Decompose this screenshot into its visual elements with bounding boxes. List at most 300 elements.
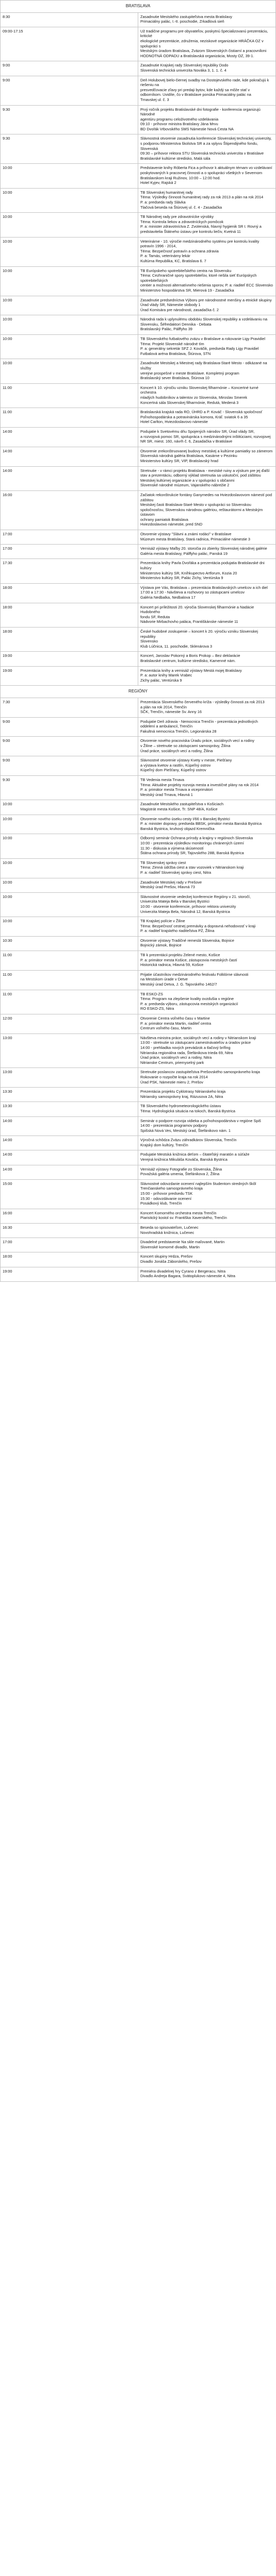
event-description xyxy=(138,383,276,408)
event-description xyxy=(138,76,276,105)
table-row xyxy=(1,530,276,545)
table-row xyxy=(1,1179,276,1209)
event-line: Téma: Program na zlepšenie kvality ovzdušia v regióne xyxy=(140,996,234,1002)
event-line: Mestský úrad Detva, J. G. Tajovského 1462/7 xyxy=(140,982,217,987)
table-row xyxy=(1,815,276,834)
event-time: 10:00 xyxy=(1,800,138,815)
event-line: na Mestskom úrade v Detve xyxy=(140,977,188,982)
event-line: Primaciálny palác, I.-II. poschodie, Zrkadlová sieň xyxy=(140,19,224,24)
event-line: Zichy palác, Ventúrska 9 xyxy=(140,677,182,683)
event-line: Úrad PSK, Námestie mieru 2, Prešov xyxy=(140,1079,203,1084)
event-line: Zasadnutie Mestskej a Miestnej rady Bratislava-Staré Mesto - odkázané na služby xyxy=(140,361,267,371)
table-row xyxy=(1,990,276,1014)
event-time: 17:30 xyxy=(1,559,138,583)
event-line: ekologické prezentácie, združenia, neziskové organizácie HRÁČKA OZ v spolupráci s xyxy=(140,38,264,48)
event-line: Stretnutie - v rámci projektu Bratislava - mestské ruiny a výskum pre jej ďalší xyxy=(140,468,270,473)
event-time: 16:30 xyxy=(1,1224,138,1238)
event-description xyxy=(138,1165,276,1179)
event-line: Spišská Nová Ves, Mestský úrad, Štefánikovo nám. 1 xyxy=(140,1128,231,1133)
event-line: Divadelné predstavenie Na skle maľované, Martin xyxy=(140,1240,225,1245)
event-line: Hotel Kyjev, Rajská 2 xyxy=(140,180,176,185)
event-time: 8:30 xyxy=(1,12,138,27)
table-row xyxy=(1,917,276,937)
event-line: Téma: Bezpečnosť cestnej premávky a dopravná nehodovosť v kraji xyxy=(140,923,256,928)
event-description xyxy=(138,1224,276,1238)
table-row xyxy=(1,213,276,237)
event-time: 9:30 xyxy=(1,776,138,800)
event-line: Považská galéria umenia, Štefánikova 2, Žilina xyxy=(140,1172,220,1177)
table-row xyxy=(1,666,276,686)
event-line: 11:30 - diskusia a výmena skúseností xyxy=(140,845,204,851)
event-time: 13:00 xyxy=(1,1033,138,1068)
table-row xyxy=(1,490,276,530)
event-description xyxy=(138,652,276,666)
event-line: Koncert pri príležitosti 20. výročia Slovenskej filharmónie a Nadácie Hudobného xyxy=(140,604,254,615)
event-time: 16:00 xyxy=(1,1209,138,1223)
event-description xyxy=(138,466,276,490)
event-line: SČK, Trenčín, námestie Sv. Anny 16 xyxy=(140,709,202,715)
event-line: P. a: riaditeľ Slovenskej správy ciest, Nitra xyxy=(140,870,212,875)
event-line: v Žiline – stretnutie so zástupcami samosprávy, Žilina xyxy=(140,743,231,749)
event-line: verejne prospešné v meste Bratislave. Kompletný program xyxy=(140,370,239,376)
event-line: a výstava kvetov a rastlín, Kúpeľný ostrov xyxy=(140,762,211,768)
event-line: Piaristický kostol sv. Františka Xaverského, Trenčín xyxy=(140,1215,227,1221)
event-line: Bratislavská krajská rada RO, ÚHRD a P. Kováč - Slovenská spoločnosť xyxy=(140,410,263,415)
event-time: 11:00 xyxy=(1,408,138,428)
event-line: Slávnostné otvorenie výstavy Kvety v meste, Piešťany xyxy=(140,758,232,763)
section-header-row xyxy=(1,686,276,698)
event-line: Kúpeľný dom Piešťany, Kúpeľný ostrov xyxy=(140,768,206,773)
table-row xyxy=(1,1033,276,1068)
event-line: Verejná knižnica Mikuláša Kováča, Banská Bystrica xyxy=(140,1157,228,1162)
table-row xyxy=(1,1267,276,1281)
event-line: Galéria mesta Bratislavy, Pálffyho palác, Panská 19 xyxy=(140,551,228,556)
event-line: Historická radnica, Hlavná 59, Košice xyxy=(140,962,204,968)
event-description xyxy=(138,756,276,776)
event-line: Futbalová aréna Bratislava, Štúrova, STN xyxy=(140,351,211,356)
event-time: 10:30 xyxy=(1,936,138,951)
event-line: Téma: Hydrologická situácia na tokoch, Banská Bystrica xyxy=(140,1108,236,1113)
event-line: Zasadnutie Mestskej rady v Prešove xyxy=(140,879,202,885)
event-line: Kultúrna Republika, KC, Bratislava 6. 7 xyxy=(140,258,206,263)
table-row xyxy=(1,583,276,603)
section-header-row xyxy=(1,1,276,13)
event-line: spoločnosťou, Slovenskou národnou galériou, reštaurátormi a Mestským ústavom xyxy=(140,507,263,517)
table-row xyxy=(1,1014,276,1034)
event-line: Trnavskej ul. č. 3 xyxy=(140,97,169,102)
event-time: 15:00 xyxy=(1,1179,138,1209)
event-line: Prvý ročník projektu Bratislavské dni fotografie - konferencia organizujú Národné xyxy=(140,107,261,117)
event-line: RO ESKO-ZS, Nitra xyxy=(140,1006,174,1011)
table-row xyxy=(1,466,276,490)
event-line: Nitrianska regionálna rada, Štefánikova trieda 69, Nitra xyxy=(140,1050,233,1055)
event-line: Ministerstvo kultúry SR, VIP, Bratislavský hrad xyxy=(140,458,219,463)
event-description xyxy=(138,545,276,559)
table-row xyxy=(1,627,276,651)
event-time: 10:00 xyxy=(1,917,138,937)
table-row xyxy=(1,545,276,559)
event-line: Bratislavský Palác, Pálffyho 39 xyxy=(140,327,192,332)
event-time: 9:00 xyxy=(1,76,138,105)
event-description xyxy=(138,990,276,1014)
event-description xyxy=(138,1267,276,1281)
event-description xyxy=(138,1136,276,1150)
event-line: s podporou Ministerstva školstva SR a za vplyvu Štipendijného fondu, Slovenská xyxy=(140,141,258,151)
event-line: Podujatie Deň zdravia - Nemocnica Trenčín - prezentácia jednotlivých xyxy=(140,719,258,724)
event-line: Rokovanie o rozpočte kraja na rok 2014 xyxy=(140,1074,208,1079)
table-row xyxy=(1,776,276,800)
event-line: Mestský úrad Prešov, Hlavná 73 xyxy=(140,885,195,890)
event-line: Štátna ochrana prírody SR, Tajovského 28B, Banská Bystrica xyxy=(140,851,244,856)
event-description xyxy=(138,1116,276,1136)
table-row xyxy=(1,878,276,892)
event-description xyxy=(138,164,276,188)
event-description xyxy=(138,1068,276,1088)
event-time: 10:00 xyxy=(1,359,138,383)
event-description xyxy=(138,188,276,212)
event-line: Úrad práce, sociálnych vecí a rodiny, Nitra xyxy=(140,1055,212,1060)
table-row xyxy=(1,970,276,990)
event-description xyxy=(138,936,276,951)
event-time: 10:00 xyxy=(1,834,138,858)
event-line: TB Európskeho spotrebiteľského centra na Slovensku xyxy=(140,268,232,273)
event-time: 19:00 xyxy=(1,666,138,686)
event-time: 14:00 xyxy=(1,1165,138,1179)
table-row xyxy=(1,105,276,134)
event-line: Bojnický zámok, Bojnice xyxy=(140,943,182,948)
event-line: 14:00 - prezentácia programov podpory xyxy=(140,1123,207,1128)
table-row xyxy=(1,1150,276,1165)
table-row xyxy=(1,1238,276,1252)
event-line: TB Slovenskej správy ciest xyxy=(140,860,186,865)
event-description xyxy=(138,951,276,971)
event-line: Téma: Bezpečnosť potravín a ochrana zdravia xyxy=(140,248,219,253)
table-row xyxy=(1,359,276,383)
event-line: České hudobné zoskupenie – koncert k 20. výročiu vzniku Slovenskej republiky xyxy=(140,629,258,639)
event-line: TB Krajskej polície v Žiline xyxy=(140,919,185,924)
event-line: P. a: primátor mesta Košice, zástupcovia mestských častí xyxy=(140,957,237,962)
event-line: Múzeum mesta Bratislavy, Stará radnica, Primaciálne námestie 3 xyxy=(140,536,251,541)
event-line: Výročná schôdza Zväzu záhradkárov Slovenska, Trenčín xyxy=(140,1138,237,1143)
table-row xyxy=(1,427,276,447)
event-description xyxy=(138,237,276,266)
event-description xyxy=(138,315,276,335)
event-line: Beseda so spisovateľom, Lučenec xyxy=(140,1225,199,1230)
event-time: 10:00 xyxy=(1,296,138,315)
event-line: Koncertná sála Slovenskej filharmónie, Redutá, Medená 3 xyxy=(140,400,239,405)
event-description xyxy=(138,296,276,315)
event-line: Novohradská knižnica, Lučenec xyxy=(140,1230,194,1235)
event-line: ochrany pamiatok Bratislava xyxy=(140,517,188,522)
table-row xyxy=(1,76,276,105)
event-line: P. a: generálny sekretár SFZ J. Kováčik, predseda Rady Ligy Pravidiel xyxy=(140,346,259,351)
table-row xyxy=(1,1088,276,1102)
event-description xyxy=(138,359,276,383)
table-row xyxy=(1,27,276,61)
event-line: Seminár o podpore rozvoja vidieka a poľnohospodárstva v regióne Spiš xyxy=(140,1118,261,1123)
event-time: 10:00 xyxy=(1,335,138,359)
event-line: Bratislavský sever Bratislava, Štúrova 10 xyxy=(140,376,209,381)
event-line: P. a: predseda rady Slávka xyxy=(140,200,186,205)
event-line: Zasadnutie predsedníctva Výboru pre národnostné menšiny a etnické skupiny xyxy=(140,297,272,302)
event-time: 14:00 xyxy=(1,447,138,466)
event-description xyxy=(138,878,276,892)
event-line: Bratislavské kultúrne stredisko, Malá sála xyxy=(140,156,210,161)
event-description xyxy=(138,627,276,651)
event-line: P. a: autor knihy Marek Vrabec xyxy=(140,673,192,678)
event-line: Prezentácia projektu Cyklotrasy Nitrianskeho kraja xyxy=(140,1089,226,1094)
event-line: TB Vedenia mesta Trnava xyxy=(140,777,185,783)
event-time: 14:00 xyxy=(1,1150,138,1165)
event-line: Téma: Cezhraničné spory spotrebiteľov, ktoré riešila sieť Európskych spotrebiteľských xyxy=(140,273,257,283)
event-line: P. a: minister zdravotníctva Z. Zvolenská, hlavný hygienik SR I. Rovný a xyxy=(140,224,262,229)
event-time: 14:00 xyxy=(1,1136,138,1150)
table-row xyxy=(1,756,276,776)
event-line: stav a prezentáciu, odborný výklad stretnutia sa uskutoční, pod záštitou xyxy=(140,473,261,478)
event-line: 10:00 - otvorenie konferencie, príhovor rektora univerzity xyxy=(140,904,236,909)
table-row xyxy=(1,335,276,359)
event-time: 9:00 xyxy=(1,737,138,756)
event-line: Nitriansky samosprávny kraj, Rázusova 2A, Nitra xyxy=(140,1094,223,1099)
event-time: 13:30 xyxy=(1,1102,138,1116)
table-row xyxy=(1,737,276,756)
event-time: 9:00 xyxy=(1,717,138,737)
event-description xyxy=(138,490,276,530)
event-line: Vernisáž výstavy Fotografie zo Slovenska, Žilina xyxy=(140,1166,222,1172)
event-line: Slávnostná otvorenie zasadnutia konferencie Slovenskej technickej univerzity, xyxy=(140,136,272,141)
table-row xyxy=(1,447,276,466)
event-description xyxy=(138,213,276,237)
event-line: agentúru programu celoživotného vzdelávania xyxy=(140,116,219,122)
event-line: Začiatok rekonštrukcie fontány Ganymedes na Hviezdoslavovom námestí pod záštitou xyxy=(140,492,272,502)
event-line: Divadlo Andreja Bagara, Svätoplukovo námestie 4, Nitra xyxy=(140,1274,236,1279)
event-line: Ministerstvo kultúry SR, Palác Zichy, Ventúrska 9 xyxy=(140,575,223,581)
event-line: Hviezdoslavovo námestie, pred SND xyxy=(140,522,203,527)
event-time: 10:00 xyxy=(1,878,138,892)
event-description xyxy=(138,530,276,545)
event-time: 17:00 xyxy=(1,1238,138,1252)
event-line: Národná rada k uplynulému obdobiu Slovenskej republiky a vzdelávaniu na xyxy=(140,317,268,322)
event-time: 13:30 xyxy=(1,1088,138,1102)
table-row xyxy=(1,1224,276,1238)
event-line: TB k prezentácii projektu Zelené mesto, Košice xyxy=(140,953,220,958)
event-time: 9:00 xyxy=(1,61,138,76)
table-row xyxy=(1,408,276,428)
event-description xyxy=(138,447,276,466)
event-line: Téma: Zimná údržba ciest a stav vozoviek v Nitrianskom kraji xyxy=(140,865,244,870)
event-line: BD Dvořák Vrbovského SMS Námestie Nová Cesta NA xyxy=(140,126,234,131)
event-line: Téma: Projekt Slovenské národné tím xyxy=(140,341,204,346)
event-line: Centrum voľného času, Martin xyxy=(140,1026,192,1031)
event-time: 10:00 xyxy=(1,213,138,237)
event-description xyxy=(138,1179,276,1209)
event-description xyxy=(138,776,276,800)
event-line: Slovenské národné múzeum, Vajanského nábrežie 2 xyxy=(140,483,230,488)
event-time: 10:00 xyxy=(1,188,138,212)
event-line: Mestským úradom Bratislava, Zväzom Slovenských čistiarní a pracovníkmi xyxy=(140,48,267,54)
event-line: 17:00 a 17:30 - Návšteva a rozhovory so zástupcami umelcov xyxy=(140,590,245,595)
event-line: P. a: minister dopravy, predseda BBSK, primátor mesta Banská Bystrica xyxy=(140,821,262,826)
event-description xyxy=(138,1088,276,1102)
event-line: 14:00 - prehliadka nových prevádzok a tlačový brífing xyxy=(140,1045,231,1050)
event-time: 09:00-17:15 xyxy=(1,27,138,61)
event-line: Otvorenie Centra voľného času v Martine xyxy=(140,1016,210,1021)
table-row xyxy=(1,652,276,666)
event-line: 09:30 – príhovor rektora STU Slovenská technická univerzita v Bratislave xyxy=(140,151,264,156)
event-line: Stretnutie poslancov zastupiteľstva Prešovského samosprávneho kraja xyxy=(140,1070,260,1075)
event-description xyxy=(138,1209,276,1223)
event-time: 19:00 xyxy=(1,1267,138,1281)
event-line: Vernisáž výstavy Maľby 20. storočia zo zbierky Slovenskej národnej galérie xyxy=(140,546,267,551)
event-line: Úrad vlády SR, Námestie slobody 1 xyxy=(140,302,201,308)
event-line: Poľnohospodárska a potravinárska komora, Kráľ. sviatok 6 a 35 xyxy=(140,414,248,419)
event-line: Predstavenie knihy Róberta Fica a príhovor k aktuálnym témam vo vzdelávaní xyxy=(140,165,272,171)
event-time: 18:00 xyxy=(1,603,138,627)
event-line: 09:10 - príhovor ministra Bratislavy Jána Mrvu xyxy=(140,122,218,127)
event-time: 7:30 xyxy=(1,698,138,717)
event-line: P. a: primátor mesta Trnava a viceprimátori xyxy=(140,787,213,792)
event-line: HODNOTNÁ ODPADU a Bratislavská organizácia, Mosty OZ, 39-1. xyxy=(140,53,254,58)
event-line: Zasadnutie Mestského zastupiteľstva mesta Bratislavy xyxy=(140,14,232,19)
event-description xyxy=(138,858,276,878)
event-line: P. a: riaditeľ krajského riaditeľstva PZ, Žilina xyxy=(140,928,215,934)
event-line: Koncert, Jaroslav Pokorný a Boris Prokop – Bez deklarácie xyxy=(140,653,240,658)
event-line: Úrad práce, sociálnych vecí a rodiny, Žilina xyxy=(140,748,213,753)
event-line: Premiéra divadelnej hry Cyrano z Bergeracu, Nitra xyxy=(140,1268,226,1274)
event-time: 16:00 xyxy=(1,490,138,530)
event-description xyxy=(138,666,276,686)
event-description xyxy=(138,1033,276,1068)
event-line: Prezentácia Slovenského červeného kríža - výsledky činnosti za rok 2013 xyxy=(140,699,265,704)
table-row xyxy=(1,134,276,164)
event-line: Už tradične programu pre obyvateľov, poskytnú špecializovanú prezentáciu, kritické xyxy=(140,28,268,39)
event-line: poskytovaných k pracovnej činnosti a o spolupráci všetkých v Severnom xyxy=(140,171,263,176)
event-time: 12:00 xyxy=(1,1014,138,1034)
event-line: NR SR, miest. 160, návrh č. 6, Zasadačka v Bratislave xyxy=(140,439,233,444)
event-line: Slovenská technická univerzita Nováka 3, 1. 1. č. 4 xyxy=(140,67,226,73)
event-line: Posádkový klub, Trenčín xyxy=(140,1201,182,1206)
event-time: 14:00 xyxy=(1,427,138,447)
event-description xyxy=(138,800,276,815)
event-line: Téma: Výsledky činnosti humanitnej rady za rok 2013 a plán na rok 2014 xyxy=(140,195,264,200)
event-line: 10:00 - prezentácia výsledkov monitoringu chránených území xyxy=(140,840,244,845)
event-description xyxy=(138,1150,276,1165)
table-row xyxy=(1,266,276,296)
event-line: Krajský dom kultúry, Trenčín xyxy=(140,1142,188,1147)
table-row xyxy=(1,61,276,76)
event-time: 18:00 xyxy=(1,1252,138,1267)
table-row xyxy=(1,12,276,27)
event-line: Klub Lúčnica, 11. poschodie, Sklenárova 3 xyxy=(140,643,213,649)
event-line: Fakultná nemocnica Trenčín, Legionárska 28 xyxy=(140,728,217,734)
event-description xyxy=(138,834,276,858)
event-description xyxy=(138,27,276,61)
table-row xyxy=(1,1165,276,1179)
event-time: 10:00 xyxy=(1,815,138,834)
event-line: Odborný seminár Ochrana prírody a krajiny v regiónoch Slovenska xyxy=(140,836,253,841)
event-line: Otvorenie nového pracoviska Úradu práce, sociálnych vecí a rodiny xyxy=(140,738,255,743)
event-line: Otvorenie výstavy "Slávni a známi rodáci" v Bratislave xyxy=(140,532,232,537)
event-description xyxy=(138,266,276,296)
event-time: 17:00 xyxy=(1,545,138,559)
event-time: 10:00 xyxy=(1,892,138,917)
table-row xyxy=(1,315,276,335)
event-description xyxy=(138,1238,276,1252)
event-description xyxy=(138,970,276,990)
table-row xyxy=(1,1116,276,1136)
table-row xyxy=(1,559,276,583)
event-line: Slávnostné otvorenie vedeckej konferencie Regióny v 21. storočí, xyxy=(140,894,251,899)
event-line: Tlačová beseda na Štúrovej ul. č. 4 - Zasadačka xyxy=(140,205,222,210)
event-description xyxy=(138,105,276,134)
event-line: Úrad Komisára pre národnosti, zasadačka č. 2 xyxy=(140,307,219,312)
event-time: 10:00 xyxy=(1,237,138,266)
event-time: 9:30 xyxy=(1,134,138,164)
event-line: Mestský úrad Trnava, Hlavná 1 xyxy=(140,792,193,797)
event-description xyxy=(138,408,276,428)
event-line: P. a: predseda výboru, zástupcovia mestských organizácií xyxy=(140,1001,238,1006)
event-line: Téma: Aktuálne projekty rozvoja mesta a investičné plány na rok 2014 xyxy=(140,782,259,787)
event-line: predstavitelia Štátneho ústavu pre kontrolu liečiv, Kvetná 11 xyxy=(140,229,241,234)
event-line: Veterinárne - 10. výročie medzinárodného systému pre kontrolu kvality potravín 1996 - 2014, xyxy=(140,239,259,249)
event-line: Výstava pre Vás, Bratislava – prezentácia Bratislavských umelcov a ich diel xyxy=(140,585,268,590)
event-line: Univerzita Mateja Bela, Národná 12, Banská Bystrica xyxy=(140,909,230,914)
table-row xyxy=(1,1136,276,1150)
table-row xyxy=(1,1102,276,1116)
event-line: Nádvorie Mirbachovho paláca, Františkánske námestie 11 xyxy=(140,619,238,624)
event-line: Banská Bystrica, kruhový objazd Kremnička xyxy=(140,826,215,831)
event-time: 17:00 xyxy=(1,530,138,545)
table-row xyxy=(1,717,276,737)
event-line: Mestskej časti Bratislava-Staré Mesto v spolupráci so Slovenskou xyxy=(140,502,251,507)
event-line: centier a možnosti alternatívneho riešenia sporov, P. a: riaditeľ ECC Slovensko xyxy=(140,283,273,288)
event-line: Univerzita Mateja Bela v Banskej Bystrici xyxy=(140,899,209,904)
table-row xyxy=(1,1252,276,1267)
event-line: Prezentácia knihy a vernisáž výstavy Mestá mojej Bratislavy xyxy=(140,668,242,673)
event-line: Slovenské komorné divadlo, Martin xyxy=(140,1244,200,1249)
event-line: Téma: Kontrola liekov a zdravotníckych pomôcok xyxy=(140,219,224,224)
table-row xyxy=(1,1068,276,1088)
event-time: 10:00 xyxy=(1,858,138,878)
table-row xyxy=(1,951,276,971)
event-line: mladých hudobníkov a talentov zo Slovenska, Miroslav Smerek xyxy=(140,395,248,400)
event-line: 15:30 - odovzdávanie ocenení xyxy=(140,1196,192,1201)
event-line: Podujatie Mestská knižnica deťom – čitateľský maratón a súťaže xyxy=(140,1152,250,1157)
event-line: Prijatie účastníkov medzinárodného festivalu Folklórne slávnosti xyxy=(140,972,249,977)
event-line: Slávnostné odovzdanie ocenení najlepším študentom stredných škôl xyxy=(140,1181,256,1186)
event-time: 11:00 xyxy=(1,990,138,1014)
event-line: 15:00 - príhovor predsedu TSK xyxy=(140,1191,193,1196)
table-row xyxy=(1,698,276,717)
event-line: P. a: primátor mesta Martin, riaditeľ centra xyxy=(140,1021,212,1026)
event-line: Prezentácia knihy Pavla Dvořáka a prezentácia podujatia Bratislavské dni kultúry xyxy=(140,561,265,571)
schedule-body xyxy=(1,1,276,1282)
event-description xyxy=(138,737,276,756)
event-line: TB Slovenskej humanitnej rady xyxy=(140,190,193,195)
event-line: Koncert skupiny Hrdza, Prešov xyxy=(140,1254,193,1259)
event-line: oddelení a ambulancií, Trenčín xyxy=(140,724,193,729)
event-line: Magistrát mesta Košice, Tr. SNP 48/A, Košice xyxy=(140,807,218,811)
event-line: Bratislavskom kraji Ružinov, 10:00 – 12:00 hod. xyxy=(140,175,221,180)
event-line: Nitrianske Centrum, priemyselný park xyxy=(140,1060,204,1065)
table-row xyxy=(1,936,276,951)
event-description xyxy=(138,698,276,717)
event-description xyxy=(138,815,276,834)
event-line: a plán na rok 2014, Trenčín xyxy=(140,704,187,709)
event-time: 11:00 xyxy=(1,383,138,408)
event-line: Slovensko xyxy=(140,639,158,644)
event-time: 13:00 xyxy=(1,1068,138,1088)
